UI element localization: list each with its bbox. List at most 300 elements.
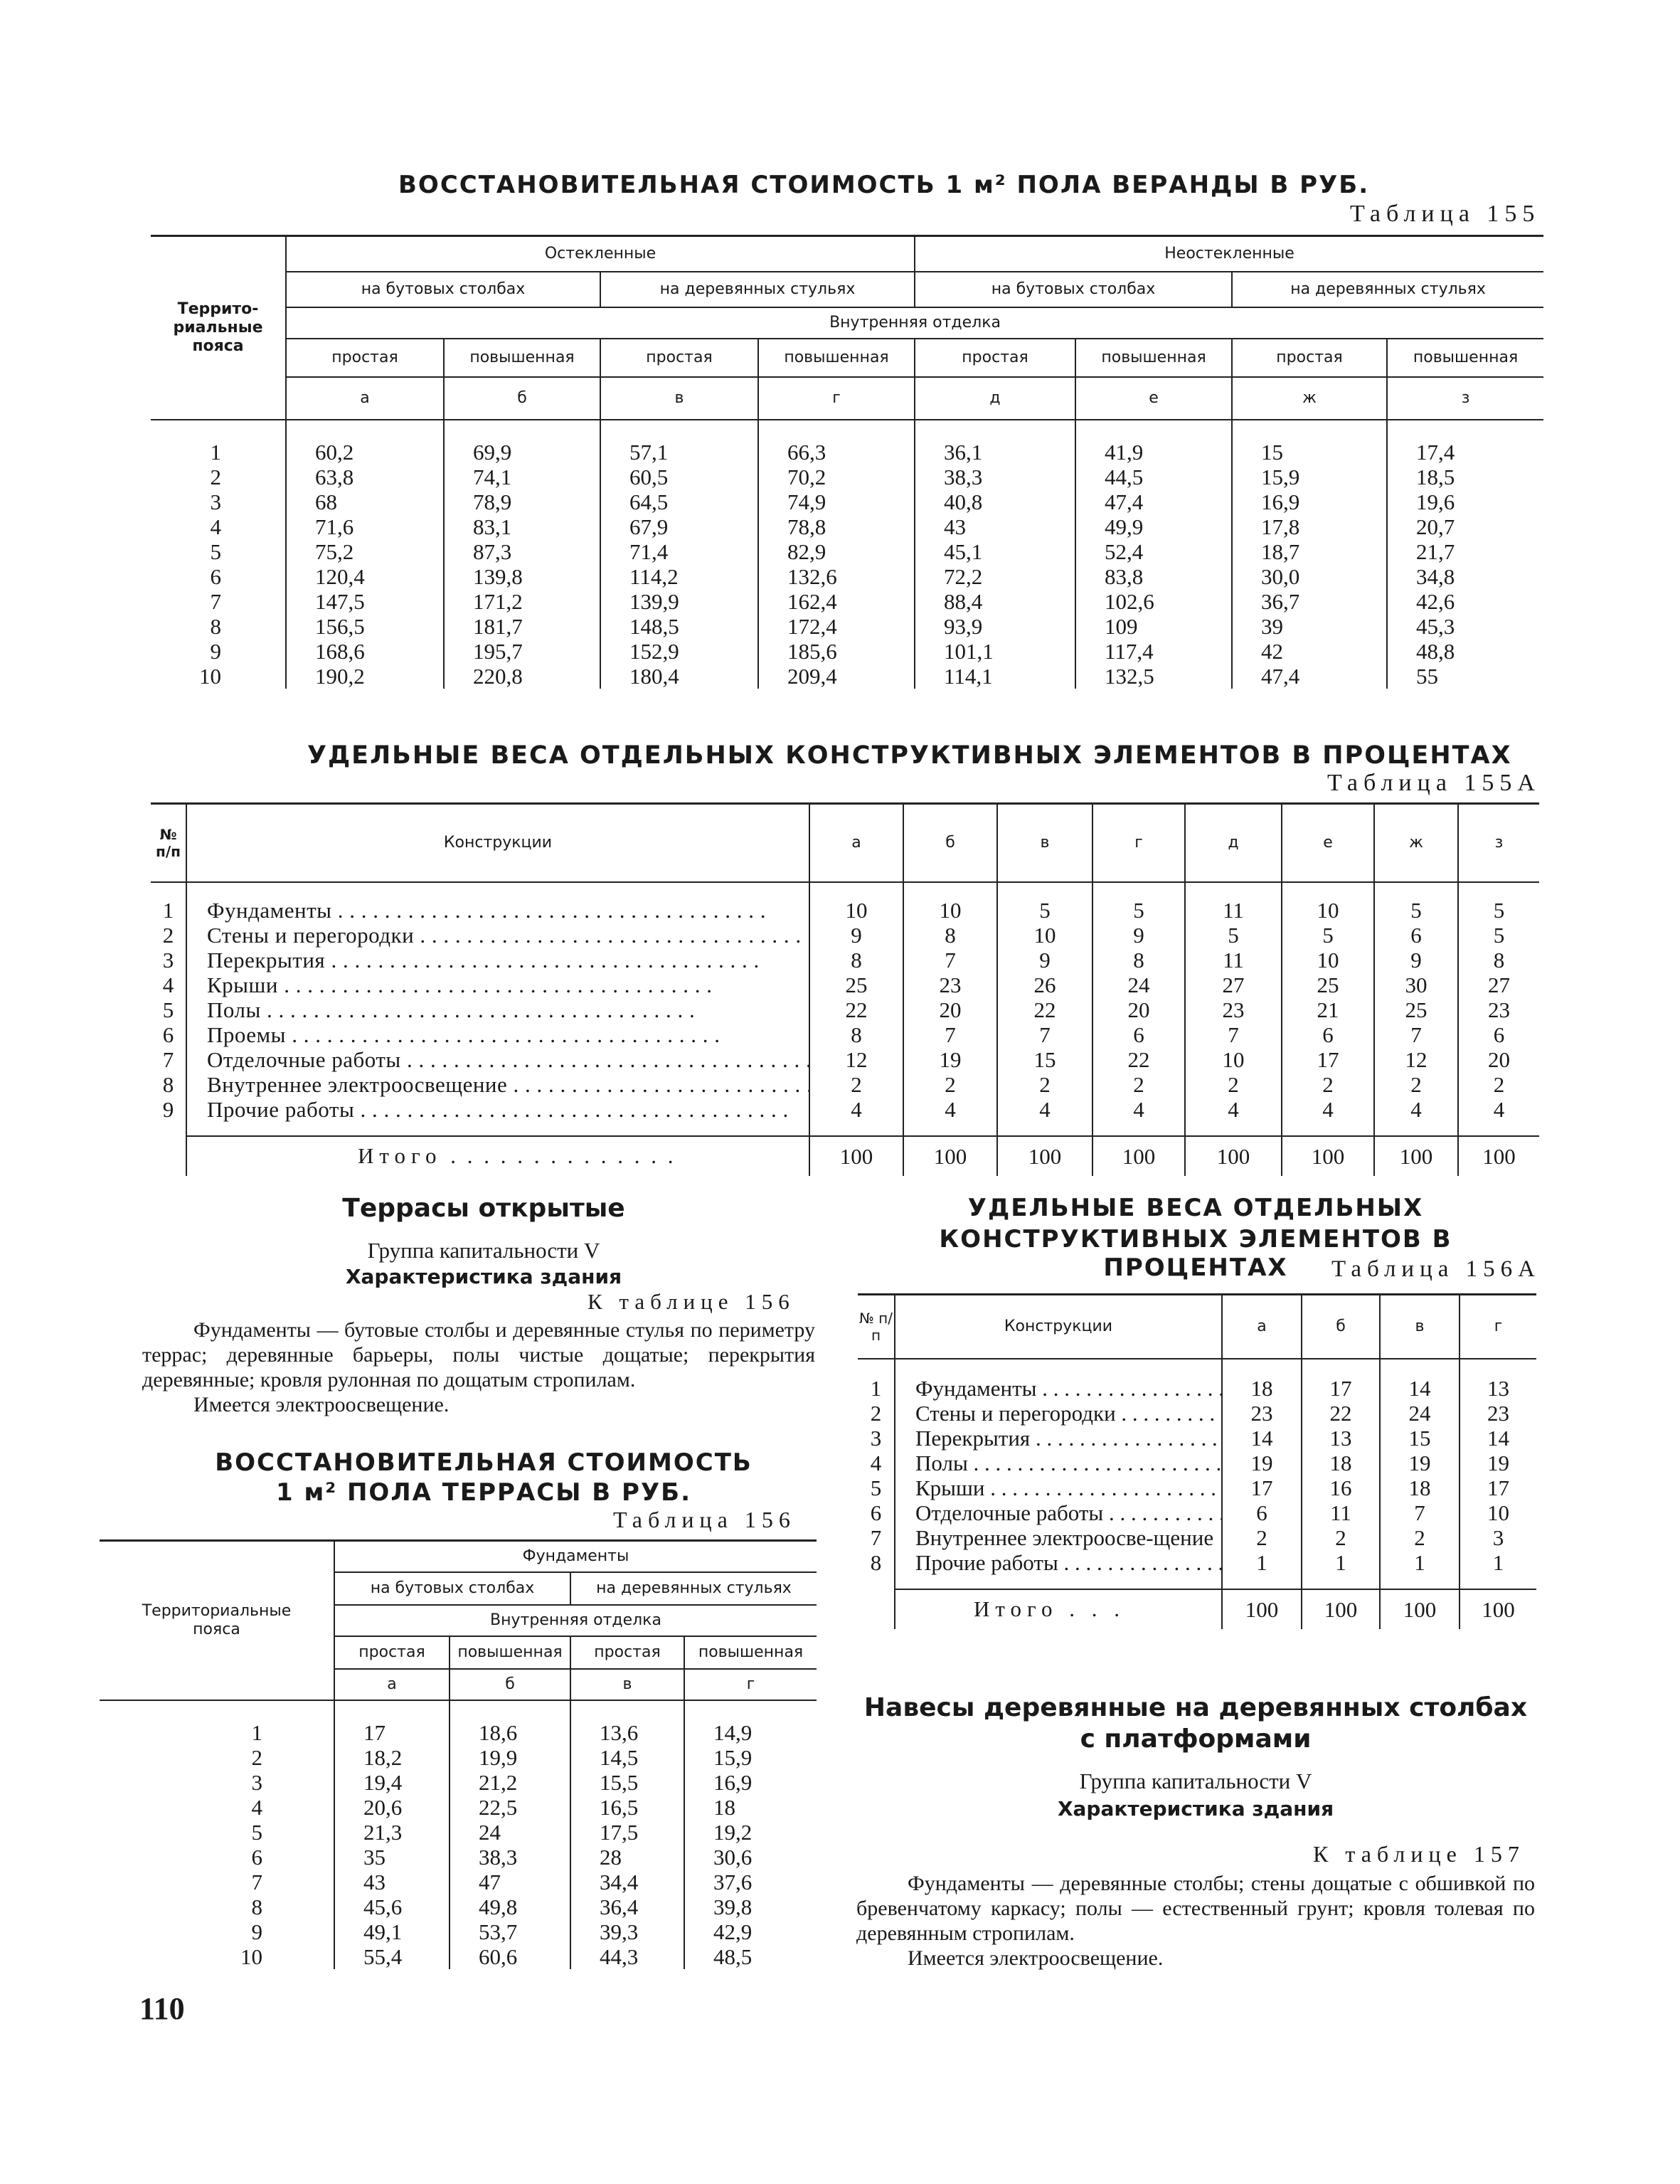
t155-inner-header: Внутренняя отделка bbox=[286, 307, 1543, 339]
table-row bbox=[100, 1720, 817, 1745]
table-row bbox=[151, 589, 1543, 614]
table-cell: 180,4 bbox=[600, 664, 758, 689]
table-156a bbox=[858, 1293, 1536, 1629]
zone-number: 9 bbox=[251, 1919, 262, 1944]
table-row bbox=[151, 639, 1543, 664]
table-156-title-2: 1 м² ПОЛА ТЕРРАСЫ В РУБ. bbox=[275, 1478, 692, 1507]
row-number: 2 bbox=[162, 922, 174, 948]
row-number: 4 bbox=[162, 972, 174, 997]
zone-number: 4 bbox=[251, 1794, 262, 1820]
table-cell: 139,9 bbox=[600, 589, 758, 614]
table-cell: 162,4 bbox=[758, 589, 915, 614]
t156-letter: г bbox=[684, 1669, 817, 1700]
table-cell: 4 bbox=[1458, 1097, 1539, 1122]
t156-letter: б bbox=[450, 1669, 570, 1700]
canopies-text bbox=[856, 1871, 1535, 1971]
table-row bbox=[100, 1894, 817, 1919]
table-cell: 57,1 bbox=[600, 440, 758, 465]
table-cell: 38,3 bbox=[450, 1845, 570, 1870]
t156a-letter: г bbox=[1460, 1295, 1536, 1359]
table-cell: 19,6 bbox=[1387, 489, 1543, 514]
table-155 bbox=[151, 235, 1543, 689]
t155-enhanced: повышенная bbox=[1075, 339, 1232, 377]
table-cell: 5 bbox=[1458, 898, 1539, 923]
canopies-heading-2: с платформами bbox=[1080, 1724, 1312, 1754]
table-cell: 17 bbox=[1302, 1376, 1380, 1401]
construction-name: Прочие работы . . . bbox=[186, 1097, 809, 1122]
table-cell: 4 bbox=[1374, 1097, 1458, 1122]
t155a-letter: а bbox=[809, 804, 903, 882]
t156-wood: на деревянных стульях bbox=[570, 1572, 817, 1605]
table-cell: 23 bbox=[1222, 1401, 1302, 1426]
table-cell: 20,6 bbox=[334, 1795, 450, 1820]
table-cell: 8 bbox=[809, 1022, 903, 1047]
table-row bbox=[151, 948, 1539, 972]
table-row bbox=[100, 1795, 817, 1820]
table-cell: 17,5 bbox=[570, 1820, 684, 1845]
table-cell: 69,9 bbox=[444, 440, 600, 465]
table-row bbox=[151, 564, 1543, 589]
table-cell: 45,6 bbox=[334, 1894, 450, 1919]
table-cell: 36,4 bbox=[570, 1894, 684, 1919]
table-cell: 63,8 bbox=[286, 465, 444, 489]
t155-simple: простая bbox=[286, 339, 444, 377]
table-cell: 60,5 bbox=[600, 465, 758, 489]
table-cell: 39,8 bbox=[684, 1894, 817, 1919]
table-row bbox=[151, 923, 1539, 948]
table-cell: 28 bbox=[570, 1845, 684, 1870]
t155-letter: з bbox=[1387, 377, 1543, 420]
construction-name: Отделочные работы . . . bbox=[895, 1500, 1222, 1525]
table-cell: 78,9 bbox=[444, 489, 600, 514]
table-cell: 6 bbox=[1222, 1500, 1302, 1525]
table-cell: 7 bbox=[1374, 1022, 1458, 1047]
table-cell: 42 bbox=[1232, 639, 1387, 664]
t155a-total: 100 bbox=[903, 1136, 997, 1176]
table-cell: 6 bbox=[1092, 1022, 1185, 1047]
table-cell: 25 bbox=[809, 972, 903, 997]
table-row bbox=[151, 489, 1543, 514]
table-cell: 2 bbox=[809, 1072, 903, 1097]
construction-name: Внутреннее электроосве-щение bbox=[895, 1525, 1222, 1550]
table-row bbox=[151, 514, 1543, 539]
table-cell: 190,2 bbox=[286, 664, 444, 689]
canopies-char: Характеристика здания bbox=[1057, 1797, 1334, 1820]
table-row bbox=[151, 614, 1543, 639]
table-cell: 15 bbox=[1380, 1426, 1460, 1451]
table-155-label: Таблица 155 bbox=[1350, 201, 1541, 227]
table-row bbox=[858, 1376, 1536, 1401]
table-cell: 19 bbox=[903, 1047, 997, 1072]
t155-enhanced: повышенная bbox=[1387, 339, 1543, 377]
table-cell: 2 bbox=[1282, 1072, 1374, 1097]
t155-letter: а bbox=[286, 377, 444, 420]
table-cell: 44,3 bbox=[570, 1944, 684, 1969]
table-cell: 2 bbox=[1380, 1525, 1460, 1550]
table-cell: 48,5 bbox=[684, 1944, 817, 1969]
table-cell: 22 bbox=[997, 997, 1092, 1022]
zone-number: 1 bbox=[251, 1719, 262, 1745]
table-cell: 45,1 bbox=[915, 539, 1075, 564]
construction-name: Проемы . . . bbox=[186, 1022, 809, 1047]
table-cell: 67,9 bbox=[600, 514, 758, 539]
t155a-total-label: Итого bbox=[358, 1143, 442, 1168]
table-cell: 132,5 bbox=[1075, 664, 1232, 689]
table-cell: 22 bbox=[809, 997, 903, 1022]
table-cell: 36,7 bbox=[1232, 589, 1387, 614]
t156a-total: 100 bbox=[1460, 1589, 1536, 1629]
table-cell: 21,3 bbox=[334, 1820, 450, 1845]
table-cell: 15,9 bbox=[684, 1745, 817, 1770]
t155-simple: простая bbox=[1232, 339, 1387, 377]
table-cell: 22 bbox=[1092, 1047, 1185, 1072]
table-155a-label: Таблица 155А bbox=[1327, 770, 1541, 796]
table-cell: 7 bbox=[1185, 1022, 1282, 1047]
table-cell: 17 bbox=[1460, 1475, 1536, 1500]
table-cell: 36,1 bbox=[915, 440, 1075, 465]
t155-unglazed-header: Неостекленные bbox=[915, 236, 1543, 272]
canopies-group: Группа капитальности V bbox=[1079, 1769, 1312, 1793]
table-cell: 148,5 bbox=[600, 614, 758, 639]
table-cell: 60,6 bbox=[450, 1944, 570, 1969]
table-cell: 20,7 bbox=[1387, 514, 1543, 539]
t156a-total-label: Итого bbox=[974, 1596, 1058, 1621]
construction-name: Внутреннее электроосвещение . . . bbox=[186, 1072, 809, 1097]
table-cell: 82,9 bbox=[758, 539, 915, 564]
table-cell: 45,3 bbox=[1387, 614, 1543, 639]
construction-name: Перекрытия . . . bbox=[186, 948, 809, 972]
t155-enhanced: повышенная bbox=[758, 339, 915, 377]
table-155a-title: УДЕЛЬНЫЕ ВЕСА ОТДЕЛЬНЫХ КОНСТРУКТИВНЫХ ЭЛЕМЕНТОВ В ПРОЦЕНТАХ bbox=[307, 741, 1512, 770]
zone-number: 8 bbox=[210, 613, 221, 639]
table-cell: 1 bbox=[1380, 1550, 1460, 1575]
table-cell: 70,2 bbox=[758, 465, 915, 489]
table-cell: 23 bbox=[903, 972, 997, 997]
table-cell: 4 bbox=[1282, 1097, 1374, 1122]
table-cell: 53,7 bbox=[450, 1919, 570, 1944]
construction-name: Отделочные работы . . . bbox=[186, 1047, 809, 1072]
table-cell: 10 bbox=[809, 898, 903, 923]
table-row bbox=[858, 1525, 1536, 1550]
table-cell: 23 bbox=[1458, 997, 1539, 1022]
t155-letter: б bbox=[444, 377, 600, 420]
row-number: 4 bbox=[870, 1450, 882, 1475]
table-156-title-1: ВОССТАНОВИТЕЛЬНАЯ СТОИМОСТЬ bbox=[215, 1448, 753, 1477]
row-number: 7 bbox=[870, 1525, 882, 1550]
t155-glazed-header: Остекленные bbox=[286, 236, 915, 272]
table-cell: 43 bbox=[915, 514, 1075, 539]
table-cell: 10 bbox=[1282, 948, 1374, 972]
table-cell: 21 bbox=[1282, 997, 1374, 1022]
row-number: 5 bbox=[870, 1475, 882, 1500]
table-156-label: Таблица 156 bbox=[613, 1507, 796, 1532]
table-cell: 9 bbox=[997, 948, 1092, 972]
table-cell: 23 bbox=[1185, 997, 1282, 1022]
table-cell: 2 bbox=[1458, 1072, 1539, 1097]
table-cell: 17 bbox=[1282, 1047, 1374, 1072]
table-cell: 5 bbox=[1092, 898, 1185, 923]
t156a-total: 100 bbox=[1222, 1589, 1302, 1629]
table-cell: 3 bbox=[1460, 1525, 1536, 1550]
construction-name: Полы . . . bbox=[895, 1451, 1222, 1475]
table-cell: 1 bbox=[1222, 1550, 1302, 1575]
table-row bbox=[151, 1022, 1539, 1047]
table-cell: 49,8 bbox=[450, 1894, 570, 1919]
table-cell: 24 bbox=[1092, 972, 1185, 997]
table-cell: 114,2 bbox=[600, 564, 758, 589]
table-cell: 20 bbox=[1092, 997, 1185, 1022]
table-cell: 147,5 bbox=[286, 589, 444, 614]
table-cell: 25 bbox=[1282, 972, 1374, 997]
table-cell: 87,3 bbox=[444, 539, 600, 564]
table-156a-title-1: УДЕЛЬНЫЕ ВЕСА ОТДЕЛЬНЫХ bbox=[967, 1194, 1424, 1222]
table-cell: 71,4 bbox=[600, 539, 758, 564]
table-cell: 5 bbox=[1185, 923, 1282, 948]
terraces-para2: Имеется электроосвещение. bbox=[193, 1393, 450, 1416]
terraces-group: Группа капитальности V bbox=[367, 1238, 600, 1263]
table-row bbox=[100, 1919, 817, 1944]
table-cell: 101,1 bbox=[915, 639, 1075, 664]
table-cell: 9 bbox=[1374, 948, 1458, 972]
page-number: 110 bbox=[139, 1991, 185, 2026]
t155a-total: 100 bbox=[1092, 1136, 1185, 1176]
table-cell: 19,9 bbox=[450, 1745, 570, 1770]
t155-letter: ж bbox=[1232, 377, 1387, 420]
table-cell: 18,6 bbox=[450, 1720, 570, 1745]
t155-simple: простая bbox=[915, 339, 1075, 377]
t156-stone: на бутовых столбах bbox=[334, 1572, 570, 1605]
table-cell: 8 bbox=[1092, 948, 1185, 972]
row-number: 5 bbox=[162, 997, 174, 1022]
row-number: 8 bbox=[162, 1071, 174, 1097]
t156a-no-header: № п/п bbox=[858, 1295, 895, 1359]
table-cell: 49,9 bbox=[1075, 514, 1232, 539]
table-cell: 19 bbox=[1460, 1451, 1536, 1475]
table-cell: 10 bbox=[903, 898, 997, 923]
table-row bbox=[100, 1944, 817, 1969]
table-cell: 9 bbox=[1092, 923, 1185, 948]
table-cell: 152,9 bbox=[600, 639, 758, 664]
row-number: 6 bbox=[162, 1022, 174, 1047]
zone-number: 5 bbox=[210, 539, 221, 564]
table-row bbox=[858, 1550, 1536, 1575]
row-number: 2 bbox=[870, 1400, 882, 1426]
zone-number: 5 bbox=[251, 1819, 262, 1845]
table-cell: 52,4 bbox=[1075, 539, 1232, 564]
table-cell: 38,3 bbox=[915, 465, 1075, 489]
table-cell: 15,9 bbox=[1232, 465, 1387, 489]
table-cell: 17 bbox=[334, 1720, 450, 1745]
table-cell: 78,8 bbox=[758, 514, 915, 539]
table-cell: 14,9 bbox=[684, 1720, 817, 1745]
table-cell: 14,5 bbox=[570, 1745, 684, 1770]
table-cell: 30,0 bbox=[1232, 564, 1387, 589]
t155-letter: г bbox=[758, 377, 915, 420]
table-cell: 2 bbox=[1374, 1072, 1458, 1097]
t155-enhanced: повышенная bbox=[444, 339, 600, 377]
table-cell: 6 bbox=[1282, 1022, 1374, 1047]
table-cell: 74,9 bbox=[758, 489, 915, 514]
table-cell: 35 bbox=[334, 1845, 450, 1870]
table-cell: 39,3 bbox=[570, 1919, 684, 1944]
zone-number: 6 bbox=[251, 1844, 262, 1870]
table-cell: 8 bbox=[1458, 948, 1539, 972]
construction-name: Крыши . . . bbox=[895, 1475, 1222, 1500]
t155a-letter: г bbox=[1092, 804, 1185, 882]
canopies-ref: К таблице 157 bbox=[1313, 1841, 1525, 1867]
table-cell: 10 bbox=[1282, 898, 1374, 923]
row-number: 1 bbox=[870, 1375, 882, 1401]
t155-letter: в bbox=[600, 377, 758, 420]
table-cell: 72,2 bbox=[915, 564, 1075, 589]
table-cell: 117,4 bbox=[1075, 639, 1232, 664]
t156a-letter: а bbox=[1222, 1295, 1302, 1359]
table-cell: 15 bbox=[997, 1047, 1092, 1072]
zone-number: 10 bbox=[199, 663, 221, 689]
t155-simple: простая bbox=[600, 339, 758, 377]
table-cell: 55 bbox=[1387, 664, 1543, 689]
table-cell: 43 bbox=[334, 1870, 450, 1894]
t156-letter: в bbox=[570, 1669, 684, 1700]
table-row bbox=[151, 664, 1543, 689]
zone-number: 1 bbox=[210, 439, 221, 465]
table-cell: 2 bbox=[1092, 1072, 1185, 1097]
table-cell: 15 bbox=[1232, 440, 1387, 465]
table-row bbox=[151, 1047, 1539, 1072]
table-cell: 16,9 bbox=[684, 1770, 817, 1795]
t156-enhanced: повышенная bbox=[684, 1636, 817, 1669]
table-cell: 16,5 bbox=[570, 1795, 684, 1820]
table-cell: 10 bbox=[997, 923, 1092, 948]
t156-enhanced: повышенная bbox=[450, 1636, 570, 1669]
table-cell: 18,7 bbox=[1232, 539, 1387, 564]
table-cell: 11 bbox=[1185, 898, 1282, 923]
t156-found-header: Фундаменты bbox=[334, 1541, 817, 1572]
table-cell: 14 bbox=[1460, 1426, 1536, 1451]
table-cell: 5 bbox=[997, 898, 1092, 923]
t156a-total-row: Итого . . . 100 100 100 100 bbox=[858, 1589, 1536, 1629]
table-cell: 93,9 bbox=[915, 614, 1075, 639]
table-cell: 14 bbox=[1222, 1426, 1302, 1451]
table-cell: 26 bbox=[997, 972, 1092, 997]
t155-letters-row bbox=[151, 377, 1543, 420]
table-cell: 2 bbox=[903, 1072, 997, 1097]
zone-number: 3 bbox=[210, 489, 221, 514]
table-cell: 11 bbox=[1185, 948, 1282, 972]
table-cell: 75,2 bbox=[286, 539, 444, 564]
table-cell: 27 bbox=[1458, 972, 1539, 997]
table-cell: 114,1 bbox=[915, 664, 1075, 689]
table-row bbox=[100, 1770, 817, 1795]
table-cell: 18 bbox=[1380, 1475, 1460, 1500]
table-row bbox=[100, 1845, 817, 1870]
t156a-total: 100 bbox=[1302, 1589, 1380, 1629]
table-cell: 168,6 bbox=[286, 639, 444, 664]
terraces-char: Характеристика здания bbox=[345, 1265, 622, 1288]
table-cell: 39 bbox=[1232, 614, 1387, 639]
table-row bbox=[858, 1475, 1536, 1500]
table-cell: 10 bbox=[1460, 1500, 1536, 1525]
table-row bbox=[151, 972, 1539, 997]
table-cell: 4 bbox=[1185, 1097, 1282, 1122]
table-cell: 71,6 bbox=[286, 514, 444, 539]
table-cell: 6 bbox=[1458, 1022, 1539, 1047]
t156-inner-header: Внутренняя отделка bbox=[334, 1605, 817, 1636]
table-cell: 27 bbox=[1185, 972, 1282, 997]
row-number: 3 bbox=[162, 947, 174, 972]
table-row bbox=[151, 440, 1543, 465]
table-cell: 23 bbox=[1460, 1401, 1536, 1426]
t156-simple: простая bbox=[570, 1636, 684, 1669]
table-cell: 12 bbox=[809, 1047, 903, 1072]
table-cell: 2 bbox=[997, 1072, 1092, 1097]
table-row bbox=[151, 1097, 1539, 1122]
table-cell: 19,2 bbox=[684, 1820, 817, 1845]
t156a-letter: б bbox=[1302, 1295, 1380, 1359]
table-row bbox=[100, 1745, 817, 1770]
table-cell: 132,6 bbox=[758, 564, 915, 589]
table-cell: 4 bbox=[809, 1097, 903, 1122]
table-cell: 47,4 bbox=[1075, 489, 1232, 514]
table-cell: 34,4 bbox=[570, 1870, 684, 1894]
table-cell: 10 bbox=[1185, 1047, 1282, 1072]
table-cell: 19 bbox=[1222, 1451, 1302, 1475]
table-cell: 64,5 bbox=[600, 489, 758, 514]
table-cell: 74,1 bbox=[444, 465, 600, 489]
table-cell: 7 bbox=[903, 948, 997, 972]
canopies-para2: Имеется электроосвещение. bbox=[908, 1946, 1164, 1970]
row-number: 6 bbox=[870, 1500, 882, 1525]
t156-zone-header: Территориальные пояса bbox=[100, 1541, 334, 1700]
t156a-total: 100 bbox=[1380, 1589, 1460, 1629]
table-cell: 17,8 bbox=[1232, 514, 1387, 539]
table-cell: 8 bbox=[809, 948, 903, 972]
construction-name: Крыши . . . bbox=[186, 972, 809, 997]
t155a-total: 100 bbox=[1185, 1136, 1282, 1176]
table-cell: 47,4 bbox=[1232, 664, 1387, 689]
t155-stone-2: на бутовых столбах bbox=[915, 272, 1232, 307]
table-cell: 171,2 bbox=[444, 589, 600, 614]
table-cell: 156,5 bbox=[286, 614, 444, 639]
table-cell: 19 bbox=[1380, 1451, 1460, 1475]
table-cell: 20 bbox=[1458, 1047, 1539, 1072]
construction-name: Полы . . . bbox=[186, 997, 809, 1022]
table-cell: 16,9 bbox=[1232, 489, 1387, 514]
construction-name: Фундаменты . . . bbox=[186, 898, 809, 923]
table-cell: 209,4 bbox=[758, 664, 915, 689]
table-cell: 17 bbox=[1222, 1475, 1302, 1500]
table-cell: 13 bbox=[1302, 1426, 1380, 1451]
table-cell: 88,4 bbox=[915, 589, 1075, 614]
table-cell: 24 bbox=[1380, 1401, 1460, 1426]
table-156a-label: Таблица 156А bbox=[1331, 1256, 1541, 1282]
table-cell: 21,7 bbox=[1387, 539, 1543, 564]
t155a-letter: д bbox=[1185, 804, 1282, 882]
table-cell: 48,8 bbox=[1387, 639, 1543, 664]
t155-letter: е bbox=[1075, 377, 1232, 420]
table-cell: 60,2 bbox=[286, 440, 444, 465]
table-cell: 7 bbox=[997, 1022, 1092, 1047]
zone-number: 6 bbox=[210, 563, 221, 589]
canopies-para1: Фундаменты — деревянные столбы; стены дощатые с обшивкой по бревенчатому каркасу; полы — естественный грунт; кровля толевая по деревянным стропилам. bbox=[856, 1872, 1535, 1945]
table-cell: 37,6 bbox=[684, 1870, 817, 1894]
table-cell: 42,6 bbox=[1387, 589, 1543, 614]
table-cell: 2 bbox=[1185, 1072, 1282, 1097]
table-cell: 13 bbox=[1460, 1376, 1536, 1401]
table-cell: 109 bbox=[1075, 614, 1232, 639]
table-cell: 68 bbox=[286, 489, 444, 514]
table-cell: 22,5 bbox=[450, 1795, 570, 1820]
